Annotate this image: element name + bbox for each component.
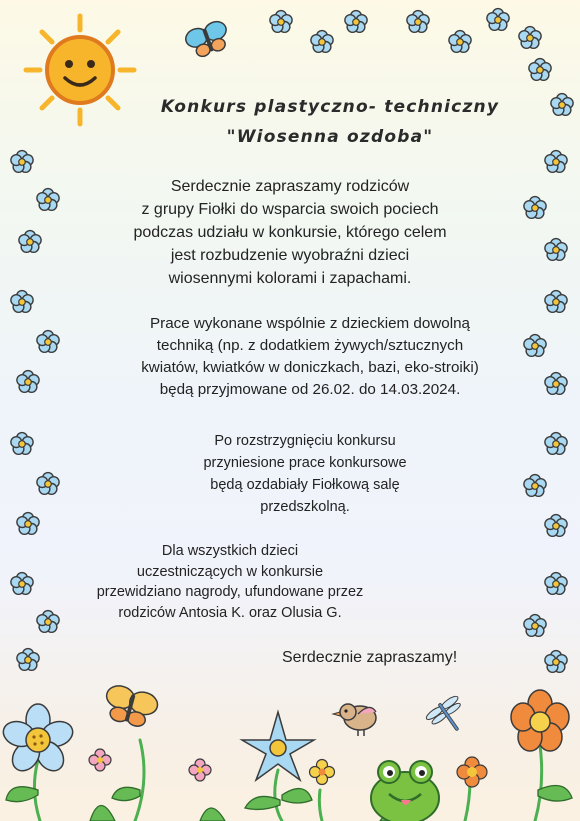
- text-line: przyniesione prace konkursowe: [203, 455, 407, 471]
- text-line: Prace wykonane wspólnie z dzieckiem dowolną: [150, 315, 470, 332]
- text-line: Po rozstrzygnięciu konkursu: [214, 433, 396, 449]
- text-line: wiosennymi kolorami i zapachami.: [168, 270, 412, 287]
- text-line: jest rozbudzenie wyobraźni dzieci: [170, 247, 410, 264]
- paragraph-submission: [90, 313, 530, 401]
- dragonfly-icon: [424, 693, 473, 741]
- paragraph-invitation: [90, 175, 490, 290]
- title-line-1: Konkurs plastyczno- techniczny: [160, 97, 500, 117]
- frog-icon: [371, 761, 439, 821]
- butterfly-icon: [183, 19, 232, 61]
- text-line: podczas udziału w konkursie, którego celem: [133, 224, 447, 241]
- paragraph-results: [150, 430, 460, 518]
- text-line: uczestniczących w konkursie: [136, 563, 324, 580]
- title-line-2: "Wiosenna ozdoba": [226, 127, 434, 147]
- left-flowers: [11, 151, 59, 671]
- bird-icon: [333, 704, 376, 736]
- text-line: przedszkolną.: [260, 499, 350, 515]
- text-line: będą przyjmowane od 26.02. do 14.03.2024.: [159, 381, 461, 398]
- text-line: kwiatów, kwiatków w doniczkach, bazi, eko-stroiki): [141, 359, 479, 376]
- butterfly-icon: [101, 683, 160, 730]
- paragraph-prizes: [60, 541, 400, 623]
- text-line: z grupy Fiołki do wsparcia swoich pociech: [141, 201, 439, 218]
- text-line: Serdecznie zapraszamy rodziców: [170, 178, 410, 195]
- text-line: będą ozdabiały Fiołkową salę: [210, 477, 400, 493]
- bottom-garden: [0, 683, 572, 821]
- text-line: przewidziano nagrody, ufundowane przez: [96, 584, 364, 600]
- text-line: techniką (np. z dodatkiem żywych/sztucznych: [156, 337, 464, 354]
- text-line: Dla wszystkich dzieci: [161, 543, 299, 559]
- closing-text: Serdecznie zapraszamy!: [282, 649, 458, 666]
- right-flowers: [524, 151, 567, 673]
- text-line: rodziców Antosia K. oraz Olusia G.: [118, 604, 342, 621]
